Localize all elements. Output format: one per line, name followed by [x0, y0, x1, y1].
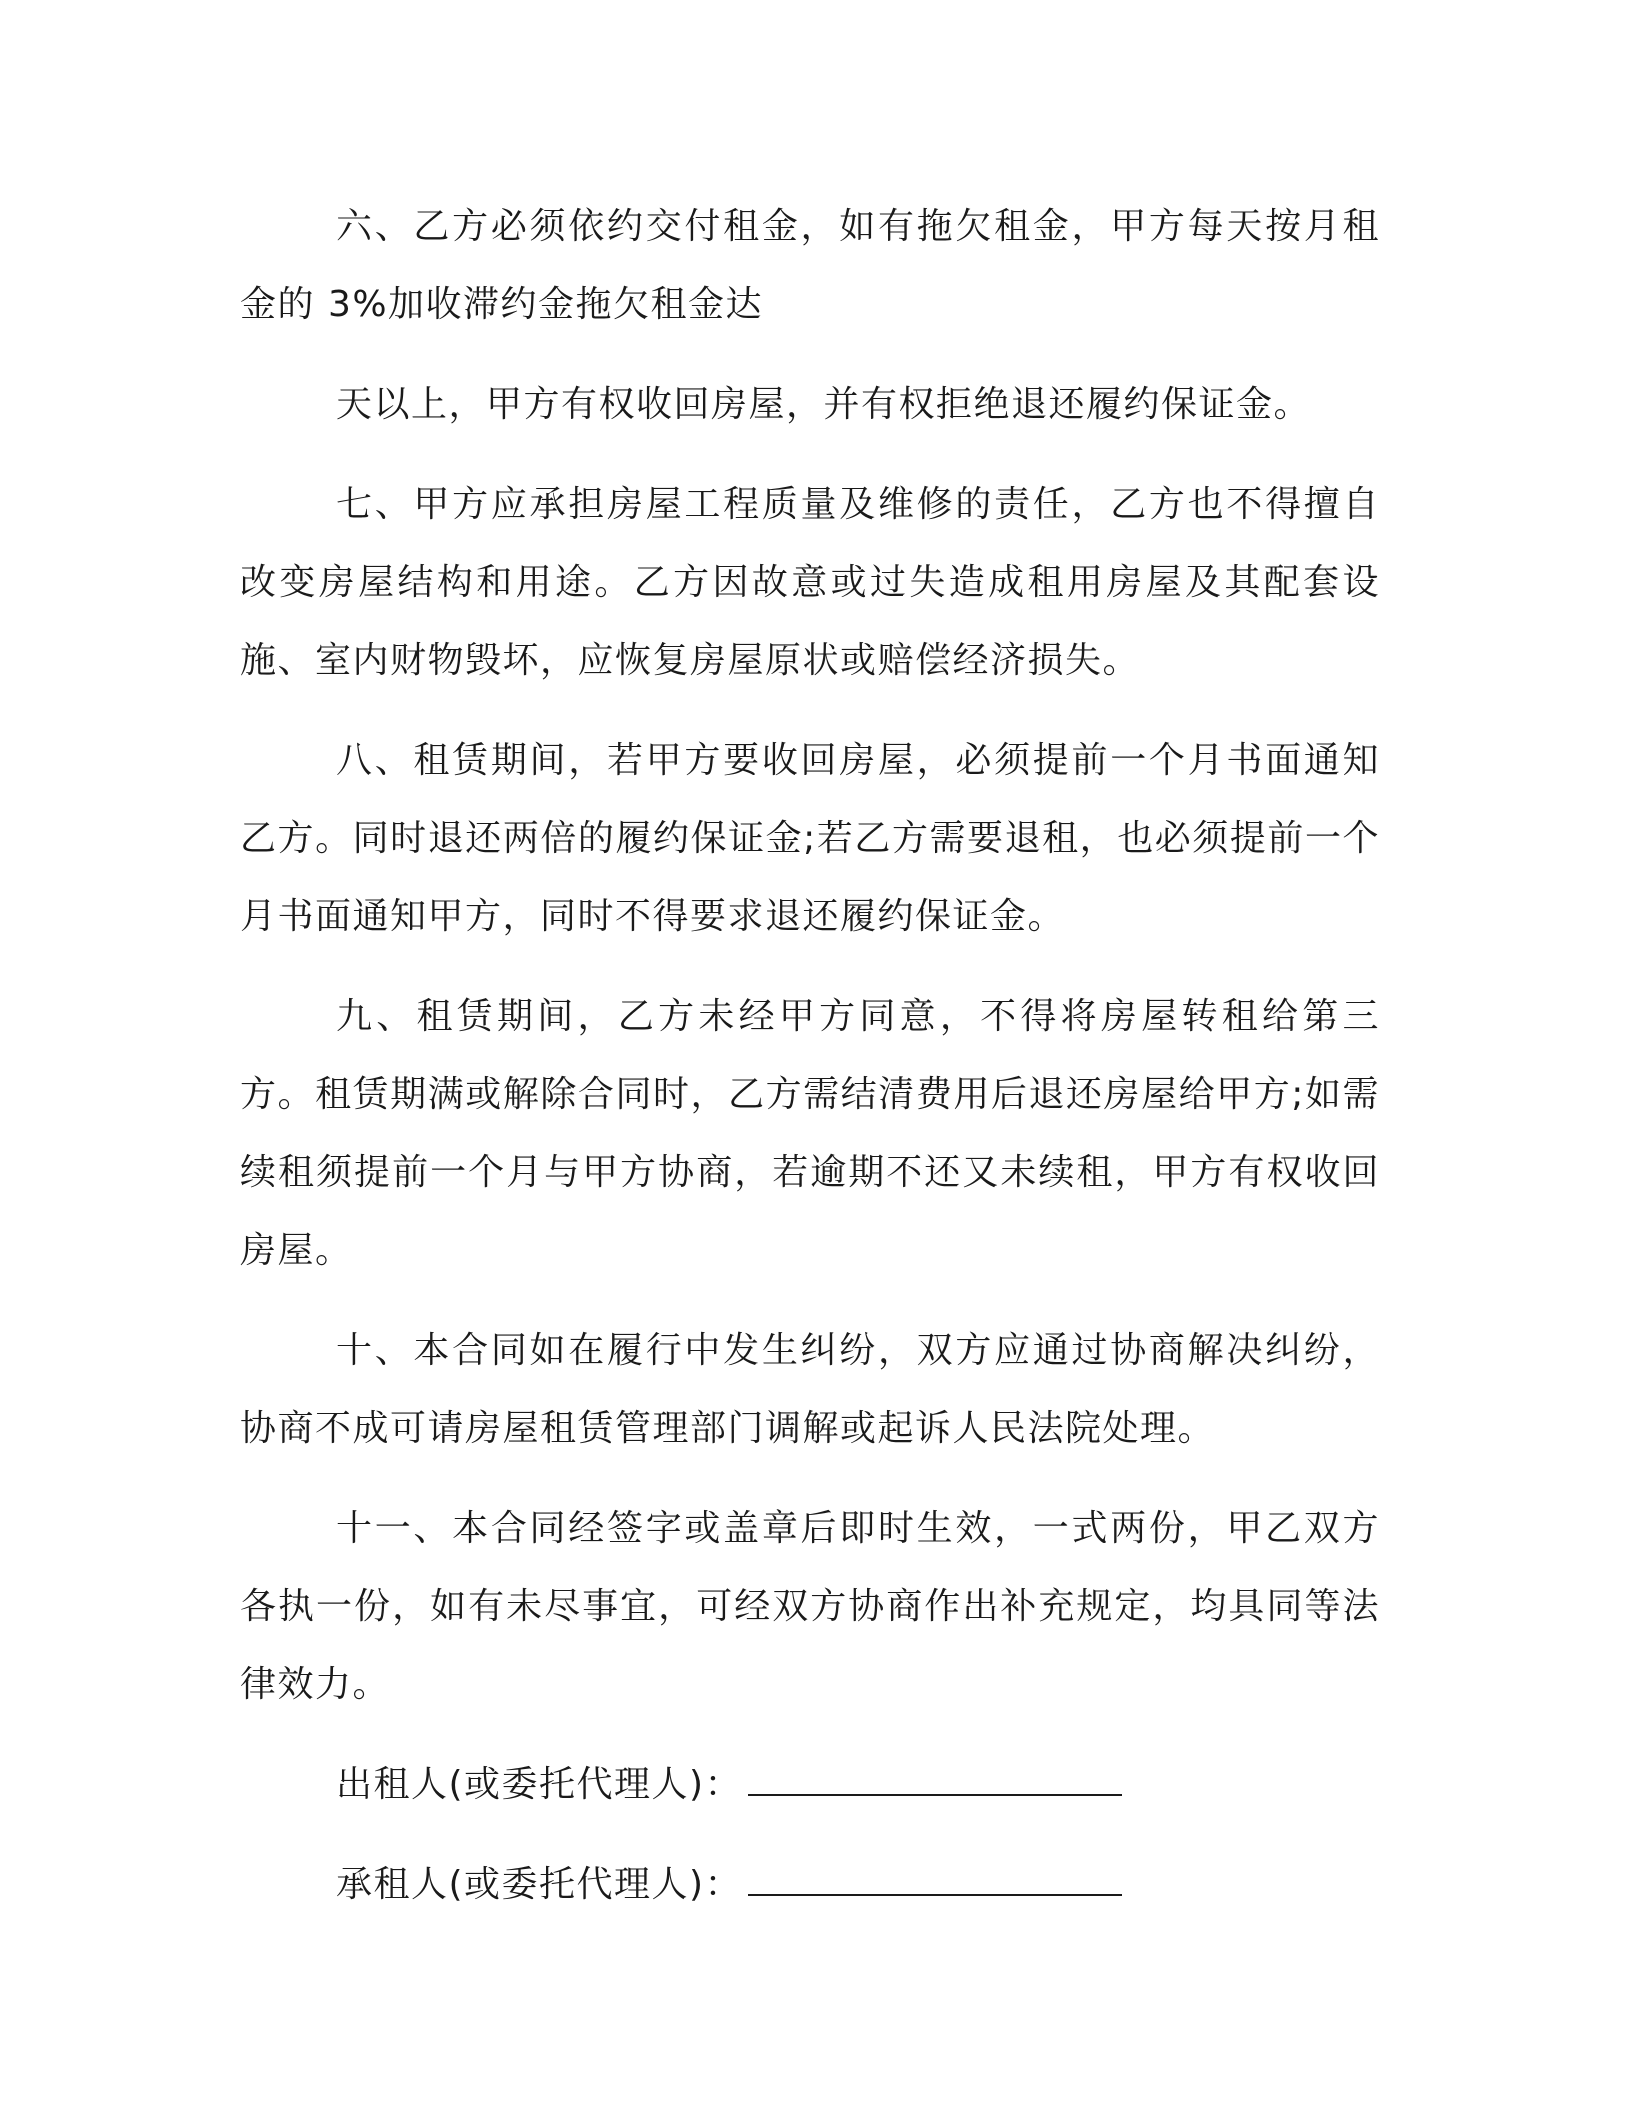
clause-eight: 八、租赁期间，若甲方要收回房屋，必须提前一个月书面通知乙方。同时退还两倍的履约保证金;若乙方需要退租，也必须提前一个月书面通知甲方，同时不得要求退还履约保证金。: [240, 740, 1380, 937]
clause-ten: 十、本合同如在履行中发生纠纷，双方应通过协商解决纠纷，协商不成可请房屋租赁管理部门调解或起诉人民法院处理。: [240, 1330, 1380, 1449]
lessee-signature-blank[interactable]: [748, 1848, 1122, 1896]
clause-nine: 九、租赁期间，乙方未经甲方同意，不得将房屋转租给第三方。租赁期满或解除合同时，乙方需结清费用后退还房屋给甲方;如需续租须提前一个月与甲方协商，若逾期不还又未续租，甲方有权收回房屋。: [240, 996, 1380, 1271]
clause-seven: 七、甲方应承担房屋工程质量及维修的责任，乙方也不得擅自改变房屋结构和用途。乙方因故意或过失造成租用房屋及其配套设施、室内财物毁坏，应恢复房屋原状或赔偿经济损失。: [240, 484, 1380, 681]
contract-body: [240, 188, 1380, 1946]
signature-block: [240, 1746, 1380, 1924]
lessor-signature-line: [240, 1746, 1380, 1824]
clause-eleven: 十一、本合同经签字或盖章后即时生效，一式两份，甲乙双方各执一份，如有未尽事宜，可经双方协商作出补充规定，均具同等法律效力。: [240, 1508, 1380, 1705]
lessee-signature-line: [240, 1846, 1380, 1924]
clause-six: 六、乙方必须依约交付租金，如有拖欠租金，甲方每天按月租金的 3%加收滞约金拖欠租金达: [240, 206, 1380, 325]
lessee-label: 承租人(或委托代理人)：: [336, 1864, 743, 1905]
clause-six-continued: 天以上，甲方有权收回房屋，并有权拒绝退还履约保证金。: [336, 384, 1312, 425]
lessor-label: 出租人(或委托代理人)：: [336, 1764, 743, 1805]
lessor-signature-blank[interactable]: [748, 1748, 1122, 1796]
